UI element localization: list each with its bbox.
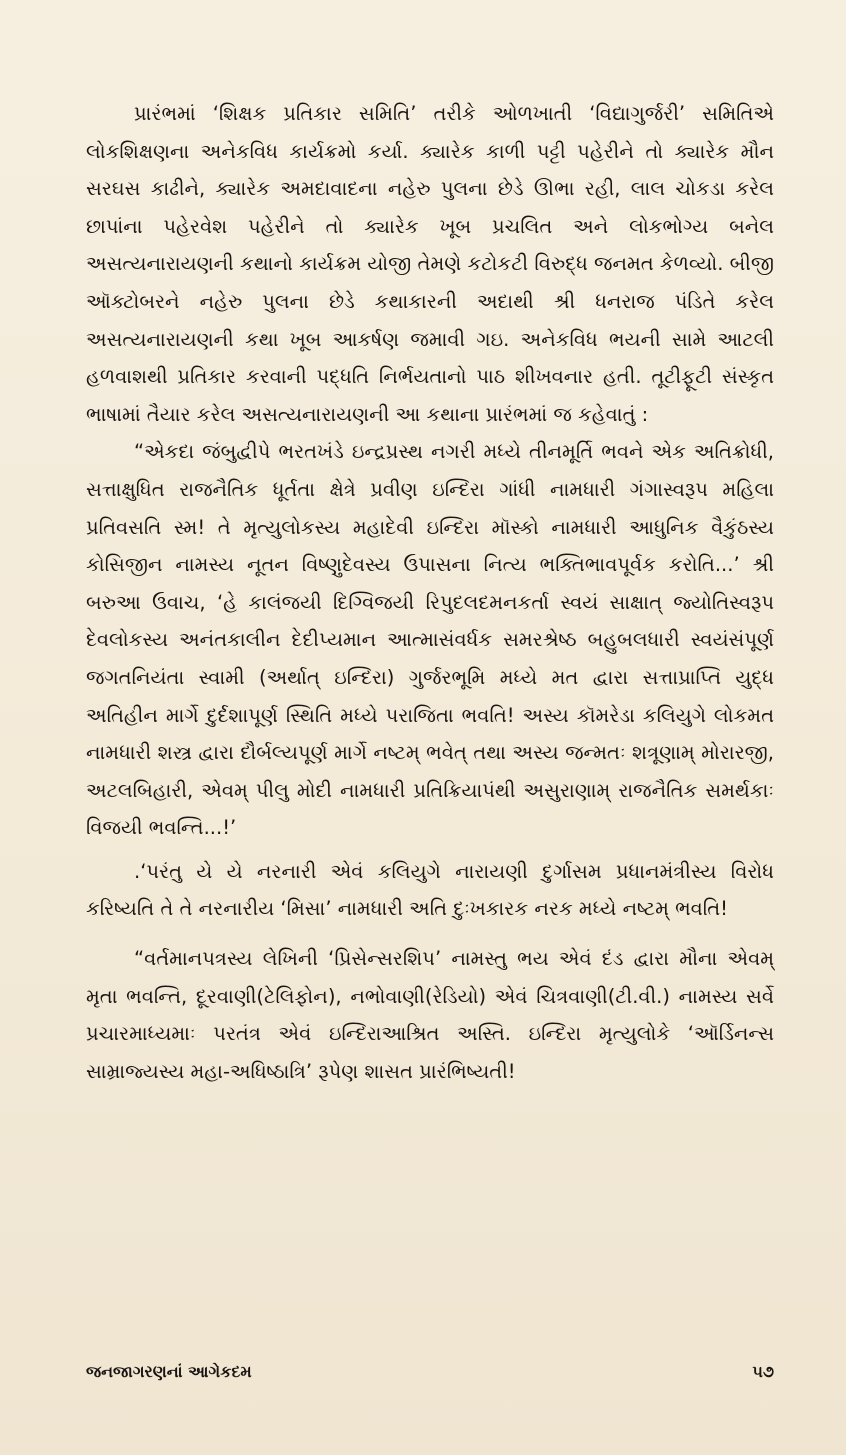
body-text — [86, 95, 774, 1090]
paragraph-misa: .‘પરંતુ યે યે નરનારી એવં કલિયુગે નારાયણી દુર્ગાસમ પ્રધાનમંત્રીસ્ય વિરોધ કરિષ્યતિ તે તે નરનારીય ‘મિસા’ નામધારી અતિ દુઃખકારક નરક મધ્યે નષ્ટમ્ ભવતિ! — [86, 859, 774, 921]
paragraph-intro: પ્રારંભમાં ‘શિક્ષક પ્રતિકાર સમિતિ’ તરીકે ઓળખાતી ‘વિદ્યાગુર્જરી’ સમિતિએ લોકશિક્ષણના અનેકવિધ કાર્યક્રમો કર્યા. ક્યારેક કાળી પટ્ટી પહેરીને તો ક્યારેક મૌન સરઘસ કાઢીને, ક્યારેક અમદાવાદના નહેરુ પુલના છેડે ઊભા રહી, લાલ ચોકડા કરેલ છાપાંના પહેરવેશ પહેરીને તો ક્યારેક ખૂબ પ્રચલિત અને લોકભોગ્ય બનેલ અસત્યનારાયણની કથાનો કાર્યક્રમ યોજી તેમણે કટોકટી વિરુદ્ધ જનમત કેળવ્યો. બીજી ઑક્ટોબરને નહેરુ પુલના છેડે કથાકારની અદાથી શ્રી ધનરાજ પંડિતે કરેલ અસત્યનારાયણની કથા ખૂબ આકર્ષણ જમાવી ગઇ. અનેકવિધ ભયની સામે આટલી હળવાશથી પ્રતિકાર કરવાની પદ્ધતિ નિર્ભયતાનો પાઠ શીખવનાર હતી. તૂટીફૂટી સંસ્કૃત ભાષામાં તૈયાર કરેલ અસત્યનારાયણની આ કથાના પ્રારંભમાં જ કહેવાતું : — [86, 102, 774, 426]
book-title: જનજાગરણનાં આગેકદમ — [86, 1362, 252, 1381]
page-footer — [86, 1362, 774, 1382]
page-number: ૫૭ — [752, 1362, 774, 1381]
paragraph-katha-quote: “એકદા જંબુદ્વીપે ભરતખંડે ઇન્દ્રપ્રસ્થ નગરી મધ્યે તીનમૂર્તિ ભવને એક અતિક્રોધી, સત્તાક્ષુધિત રાજનૈતિક ધૂર્તતા ક્ષેત્રે પ્રવીણ ઇન્દિરા ગાંધી નામધારી ગંગાસ્વરૂપ મહિલા પ્રતિવસતિ સ્મ! તે મૃત્યુલોકસ્ય મહાદેવી ઇન્દિરા મૉસ્કો નામધારી આધુનિક વૈકુંઠસ્ય કોસિજીન નામસ્ય નૂતન વિષ્ણુદેવસ્ય ઉપાસના નિત્ય ભક્તિભાવપૂર્વક કરોતિ...’ શ્રી બરુઆ ઉવાચ, ‘હે કાલંજયી દિગ્વિજયી રિપુદલદમનકર્તા સ્વયં સાક્ષાત્ જ્યોતિસ્વરૂપ દેવલોકસ્ય અનંતકાલીન દેદીપ્યમાન આત્માસંવર્ધક સમરશ્રેષ્ઠ બહુબલધારી સ્વયંસંપૂર્ણ જગતનિયંતા સ્વામી (અર્થાત્ ઇન્દિરા) ગુર્જરભૂમિ મધ્યે મત દ્વારા સત્તાપ્રાપ્તિ યુદ્ધ અતિહીન માર્ગે દુર્દશાપૂર્ણ સ્થિતિ મધ્યે પરાજિતા ભવતિ! અસ્ય કૉમરેડા કલિયુગે લોકમત નામધારી શસ્ત્ર દ્વારા દૌર્બલ્યપૂર્ણ માર્ગે નષ્ટમ્ ભવેત્ તથા અસ્ય જન્મતઃ શત્રૂણામ્ મોરારજી, અટલબિહારી, એવમ્ પીલુ મોદી નામધારી પ્રતિક્રિયાપંથી અસુરાણામ્ રાજનૈતિક સમર્થકાઃ વિજયી ભવન્તિ...!’ — [86, 440, 774, 840]
paragraph-press: “વર્તમાનપત્રસ્ય લેખિની ‘પ્રિસેન્સરશિપ’ નામસ્તુ ભય એવં દંડ દ્વારા મૌના એવમ્ મૃતા ભવન્તિ, દૂરવાણી(ટેલિફોન), નભોવાણી(રેડિયો) એવં ચિત્રવાણી(ટી.વી.) નામસ્ય સર્વે પ્રચારમાધ્યમાઃ પરતંત્ર એવં ઇન્દિરાઆશ્રિત અસ્તિ. ઇન્દિરા મૃત્યુલોકે ‘ઑર્ડિનન્સ સામ્રાજ્યસ્ય મહા-અધિષ્ઠાત્રિ’ રૂપેણ શાસત પ્રારંભિષ્યતી! — [86, 947, 774, 1083]
